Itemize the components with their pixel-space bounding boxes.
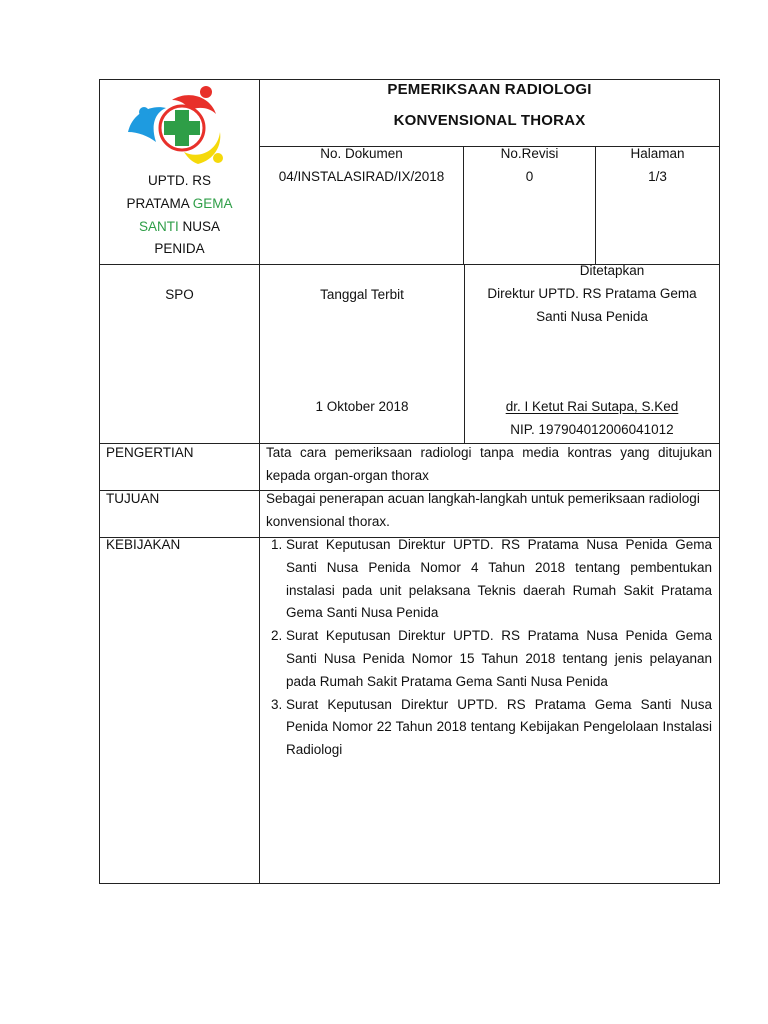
- logo-blue-dot-icon: [139, 107, 149, 117]
- logo-cross-horizontal: [164, 121, 200, 135]
- organization-name: [100, 170, 259, 261]
- revision-value: 0: [525, 168, 534, 184]
- spo-label: SPO: [165, 287, 194, 302]
- set-by-line-2: Santi Nusa Penida: [536, 308, 648, 324]
- set-by-line-1: Direktur UPTD. RS Pratama Gema: [487, 285, 697, 301]
- revision-label: No.Revisi: [500, 146, 559, 161]
- tujuan-label: TUJUAN: [106, 491, 160, 506]
- hospital-logo: [126, 84, 238, 166]
- doc-number-value: 04/INSTALASIRAD/IX/2018: [278, 168, 445, 184]
- approval-block: [465, 260, 719, 328]
- kebijakan-list: [260, 534, 712, 762]
- signer-name: dr. I Ketut Rai Sutapa, S.Ked: [505, 399, 679, 414]
- page-label: Halaman: [630, 146, 685, 161]
- page-cell: [596, 143, 719, 189]
- pengertian-label: PENGERTIAN: [106, 445, 194, 460]
- issue-date-value: 1 Oktober 2018: [315, 399, 409, 414]
- doc-number-label: No. Dokumen: [320, 146, 403, 161]
- table-border-bottom: [99, 883, 720, 884]
- signer-block: [465, 396, 719, 442]
- logo-yellow-dot-icon: [213, 153, 223, 163]
- logo-red-dot-icon: [200, 86, 212, 98]
- document-title: [260, 79, 719, 134]
- issue-date-label: Tanggal Terbit: [320, 287, 404, 302]
- title-line-1: PEMERIKSAAN RADIOLOGI: [387, 81, 592, 98]
- title-line-2: KONVENSIONAL THORAX: [393, 112, 586, 129]
- org-line-1: UPTD. RS: [147, 173, 211, 188]
- column-divider: [259, 79, 260, 884]
- org-line-2a: PRATAMA: [126, 195, 189, 211]
- kebijakan-label: KEBIJAKAN: [106, 537, 181, 552]
- org-line-3a: SANTI: [138, 218, 179, 234]
- kebijakan-item-3: 3. Surat Keputusan Direktur UPTD. RS Pratama Gema Santi Nusa Penida Nomor 22 Tahun 2018 tentang Kebijakan Pengelolaan Instalasi Radiologi: [286, 694, 712, 762]
- org-line-4: PENIDA: [154, 241, 205, 257]
- doc-number-cell: [260, 143, 463, 189]
- page-value: 1/3: [648, 168, 667, 184]
- kebijakan-item-1: 1. Surat Keputusan Direktur UPTD. RS Pratama Nusa Penida Gema Santi Nusa Penida Nomor 4 Tahun 2018 tentang pembentukan instalasi pada unit pelaksana Teknis daerah Rumah Sakit Pratama Gema Santi Nusa Penida: [286, 534, 712, 625]
- org-line-3b: NUSA: [182, 218, 221, 234]
- signer-nip: NIP. 197904012006041012: [510, 421, 674, 437]
- pengertian-text: Tata cara pemeriksaan radiologi tanpa media kontras yang ditujukan kepada organ-organ thorax: [266, 445, 712, 483]
- tujuan-text: Sebagai penerapan acuan langkah-langkah untuk pemeriksaan radiologi konvensional thorax.: [266, 491, 700, 529]
- kebijakan-item-2: 2. Surat Keputusan Direktur UPTD. RS Pratama Nusa Penida Gema Santi Nusa Penida Nomor 15 Tahun 2018 tentang jenis pelayanan pada Rumah Sakit Pratama Gema Santi Nusa Penida: [286, 625, 712, 693]
- table-border-right: [719, 79, 720, 884]
- org-line-2b: GEMA: [192, 195, 233, 211]
- set-by-label: Ditetapkan: [579, 263, 645, 278]
- revision-cell: [464, 143, 595, 189]
